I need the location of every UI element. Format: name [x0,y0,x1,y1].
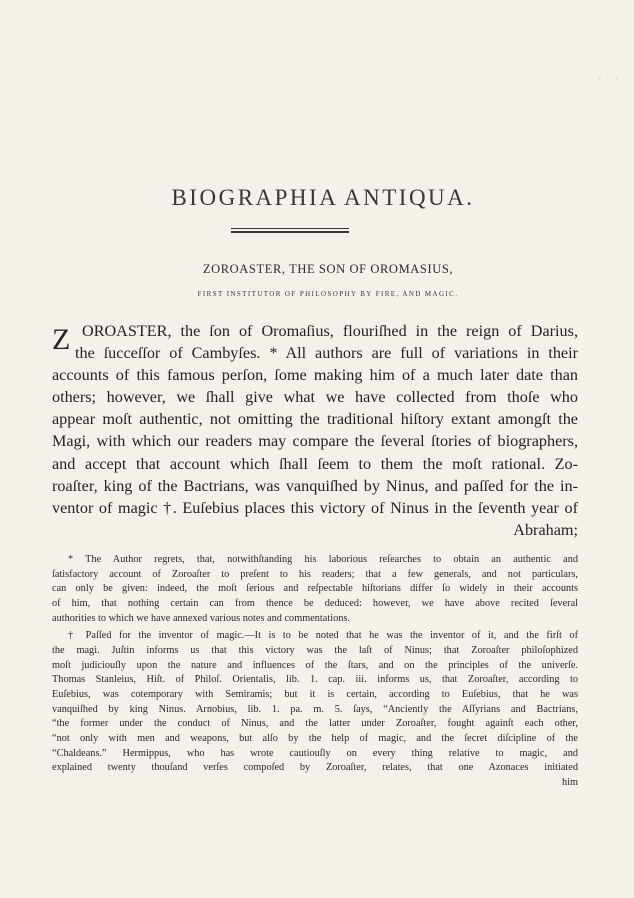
body-line: accounts of this famous perſon, ſome making him of a much later date than [52,366,578,385]
body-line: the ſucceſſor of Cambyſes. * All authors are full of variations in their [75,344,578,363]
title-rule-thick [231,231,349,233]
footnotes [52,553,578,791]
body-line: roaſter, king of the Bactrians, was vanquiſhed by Ninus, and paſſed for the in- [52,476,578,495]
footnote-line: “the former under the conduct of Ninus, and the latter under Zoroaſter, fought againſt each other, [52,718,578,730]
footnote-line: the magi. Juſtin informs us that this victory was the laſt of Ninus; that Zoroaſter philoſophized [52,644,578,656]
footnote-line: † Paſſed for the inventor of magic.—It is to be noted that he was the inventor of it, and the firſt of [68,630,578,642]
body-line: appear moſt authentic, not omitting the traditional hiſtory extant amongſt the [52,410,578,429]
body-line-catchword: Abraham; [513,520,578,539]
footnote-line: “Chaldeans.” Hermippus, who has wrote cautiouſly on every thing relative to magic, and [52,747,578,759]
section-heading: ZOROASTER, THE SON OF OROMASIUS, [202,262,454,276]
corner-mark: · · · [598,74,620,83]
body-line: and accept that account which ſhall ſeem to them the moſt rational. Zo- [52,454,578,473]
footnote-line: explained twenty thouſand verſes compoſed by Zoroaſter, relates, that one Azonaces initiated [52,762,578,774]
footnote-line: of him, that nothing certain can from thence be deduced: however, we have above recited ſeveral [52,597,578,609]
page-title: BIOGRAPHIA ANTIQUA. [171,185,475,211]
footnote-line: Thomas Stanleius, Hiſt. of Philoſ. Orientalis, lib. 1. cap. iii. informs us, that Zoroaſter, according to [52,674,578,686]
footnote-line: authorities to which we have annexed various notes and commentations. [52,612,350,624]
footnote-line: “not only with men and weapons, but alſo by the help of magic, and the ſecret diſcipline of the [52,732,578,744]
body-text [52,320,578,541]
footnote-catchword: him [561,776,578,788]
body-line: OROASTER, the ſon of Oromaſius, flouriſhed in the reign of Darius, [82,322,578,340]
footnote-line: ſatisfactory account of Zoroaſter to preſent to his readers; that a few generals, and not particulars, [52,568,578,580]
body-line: Magi, with which our readers may compare the ſeveral ſtories of biographers, [52,432,578,451]
section-subheading: FIRST INSTITUTOR OF PHILOSOPHY BY FIRE, AND MAGIC. [197,290,459,298]
drop-cap: Z [52,323,71,356]
body-line: ventor of magic †. Euſebius places this victory of Ninus in the ſeventh year of [52,498,578,517]
footnote-line: Euſebius, was cotemporary with Semiramis; but it is certain, according to Euſebius, that he was [52,688,578,700]
footnote-line: can only be given: indeed, the moſt ſerious and reſpectable hiſtorians differ ſo widely in their accounts [52,583,578,595]
body-line: others; however, we ſhall give what we have collected from thoſe who [52,388,578,407]
footnote-line: * The Author regrets, that, notwithſtanding his laborious reſearches to obtain an authentic and [68,554,578,565]
footnote-line: vanquiſhed by king Ninus. Arnobius, lib. 1. pa. m. 5. ſays, “Anciently the Aſſyrians and Bactrians, [52,703,578,715]
footnote-line: moſt judiciouſly upon the nature and influences of the ſtars, and on the principles of the univerſe. [52,659,578,671]
title-rule-thin [231,228,349,229]
